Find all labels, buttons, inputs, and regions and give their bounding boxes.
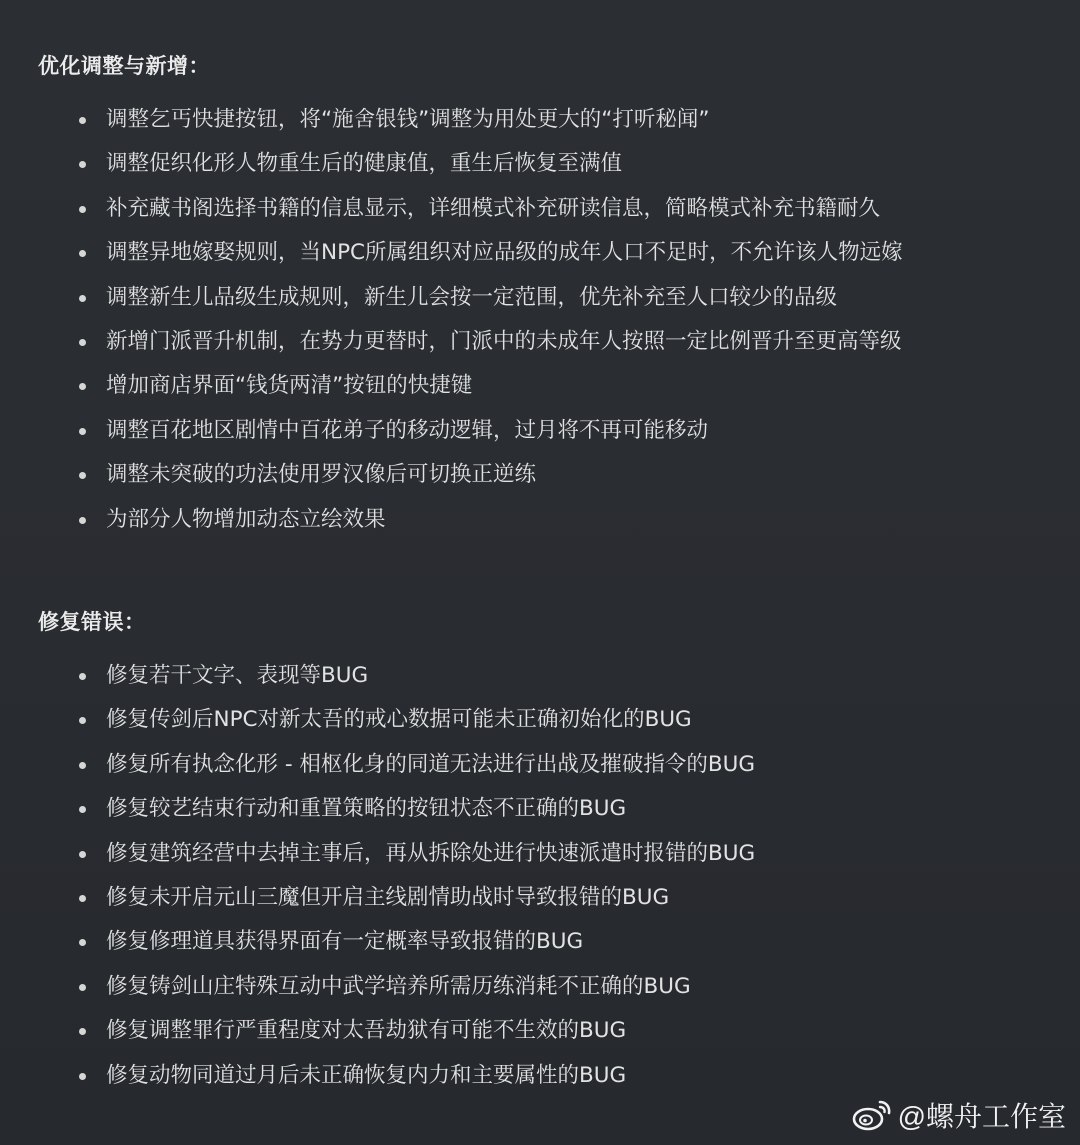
bullet-icon: [79, 117, 86, 124]
bullet-icon: [79, 517, 86, 524]
bullet-icon: [79, 250, 86, 257]
bullet-icon: [79, 339, 86, 346]
list-item: [0, 409, 903, 453]
bullet-icon: [79, 984, 86, 991]
bullet-icon: [79, 673, 86, 680]
bullet-icon: [79, 939, 86, 946]
list-item-text: 补充藏书阁选择书籍的信息显示，详细模式补充研读信息，简略模式补充书籍耐久: [106, 195, 881, 221]
bullet-icon: [79, 1028, 86, 1035]
bugfix-list: [0, 654, 755, 1098]
list-item-text: 修复未开启元山三魔但开启主线剧情助战时导致报错的BUG: [106, 884, 670, 910]
list-item-text: 调整促织化形人物重生后的健康值，重生后恢复至满值: [106, 151, 623, 177]
bullet-icon: [79, 161, 86, 168]
list-item: [0, 187, 903, 231]
list-item-text: 修复修理道具获得界面有一定概率导致报错的BUG: [106, 929, 584, 955]
list-item: [0, 142, 903, 186]
list-item: [0, 787, 755, 831]
list-item: [0, 876, 755, 920]
list-item: [0, 1009, 755, 1053]
list-item-text: 增加商店界面“钱货两清”按钮的快捷键: [106, 373, 473, 399]
bullet-icon: [79, 206, 86, 213]
bullet-icon: [79, 1073, 86, 1080]
list-item: [0, 832, 755, 876]
list-item-text: 为部分人物增加动态立绘效果: [106, 506, 386, 532]
list-item-text: 调整百花地区剧情中百花弟子的移动逻辑，过月将不再可能移动: [106, 417, 709, 443]
list-item: [0, 98, 903, 142]
list-item: [0, 743, 755, 787]
bullet-icon: [79, 895, 86, 902]
list-item: [0, 498, 903, 542]
list-item: [0, 1054, 755, 1098]
list-item: [0, 231, 903, 275]
watermark-text: @螺舟工作室: [897, 1101, 1066, 1132]
section-title-bugfixes: 修复错误：: [38, 610, 146, 634]
bullet-icon: [79, 806, 86, 813]
list-item-text: 调整异地嫁娶规则，当NPC所属组织对应品级的成年人口不足时，不允许该人物远嫁: [106, 240, 903, 266]
list-item-text: 修复所有执念化形 - 相枢化身的同道无法进行出战及摧破指令的BUG: [106, 751, 756, 777]
list-item-text: 调整乞丐快捷按钮，将“施舍银钱”调整为用处更大的“打听秘闻”: [106, 107, 710, 132]
list-item: [0, 364, 903, 408]
list-item-text: 修复动物同道过月后未正确恢复内力和主要属性的BUG: [106, 1062, 627, 1088]
bullet-icon: [79, 383, 86, 390]
list-item: [0, 698, 755, 742]
list-item: [0, 965, 755, 1009]
bullet-icon: [79, 762, 86, 769]
list-item-text: 修复调整罪行严重程度对太吾劫狱有可能不生效的BUG: [106, 1018, 627, 1044]
bullet-icon: [79, 428, 86, 435]
list-item: [0, 920, 755, 964]
list-item-text: 修复铸剑山庄特殊互动中武学培养所需历练消耗不正确的BUG: [106, 973, 691, 999]
list-item: [0, 276, 903, 320]
optimization-list: [0, 98, 903, 542]
list-item-text: 新增门派晋升机制，在势力更替时，门派中的未成年人按照一定比例晋升至更高等级: [106, 328, 902, 354]
list-item-text: 调整未突破的功法使用罗汉像后可切换正逆练: [106, 462, 537, 488]
list-item-text: 修复建筑经营中去掉主事后，再从拆除处进行快速派遣时报错的BUG: [106, 840, 756, 866]
list-item: [0, 320, 903, 364]
bullet-icon: [79, 472, 86, 479]
weibo-watermark: [852, 1095, 1066, 1135]
bullet-icon: [79, 295, 86, 302]
list-item-text: 调整新生儿品级生成规则，新生儿会按一定范围，优先补充至人口较少的品级: [106, 284, 838, 310]
bullet-icon: [79, 851, 86, 858]
list-item-text: 修复较艺结束行动和重置策略的按钮状态不正确的BUG: [106, 796, 627, 822]
bullet-icon: [79, 717, 86, 724]
weibo-icon: [852, 1099, 892, 1131]
list-item: [0, 654, 755, 698]
list-item-text: 修复若干文字、表现等BUG: [106, 663, 369, 688]
list-item-text: 修复传剑后NPC对新太吾的戒心数据可能未正确初始化的BUG: [106, 707, 692, 733]
list-item: [0, 453, 903, 497]
section-title-optimizations: 优化调整与新增：: [38, 54, 210, 78]
